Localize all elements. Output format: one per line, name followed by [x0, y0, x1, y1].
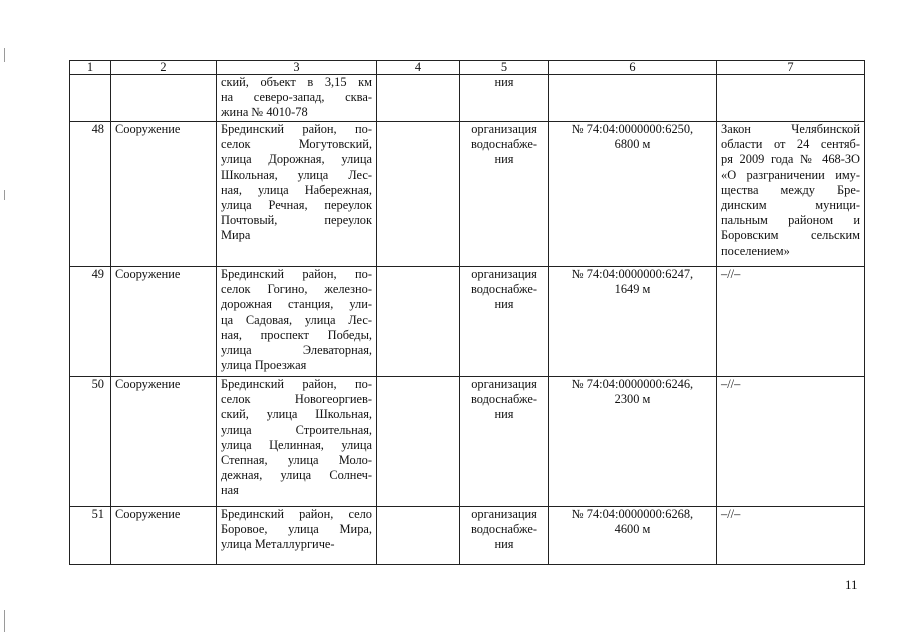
cell-line: поселением» — [721, 243, 790, 258]
cell-line: области от 24 сентяб- — [721, 137, 860, 152]
cell-line: селок Могутовский, — [221, 137, 372, 152]
cell-line: организация — [471, 267, 537, 281]
cell-line: водоснабже- — [470, 522, 538, 537]
purpose-cell — [460, 122, 549, 267]
cell-line: ский, объект в 3,15 км — [221, 75, 372, 89]
header-cell-1: 1 — [70, 61, 111, 75]
cell-line: селок Гогино, железно- — [221, 282, 372, 297]
type-cell: Сооружение — [111, 267, 217, 377]
type-cell — [111, 75, 217, 122]
purpose-cell — [460, 377, 549, 507]
cell-line: 1649 м — [614, 282, 651, 297]
cell-line: 2300 м — [614, 392, 651, 407]
col4-cell — [377, 122, 460, 267]
number-cell: 48 — [70, 122, 111, 267]
cell-line: № 74:04:0000000:6247, — [571, 267, 694, 281]
cell-line: Закон Челябинской — [721, 122, 860, 136]
type-cell: Сооружение — [111, 507, 217, 565]
cell-line: Брединский район, село — [221, 507, 372, 521]
number-cell: 51 — [70, 507, 111, 565]
table-row — [70, 122, 865, 267]
cell-line: Брединский район, по- — [221, 377, 372, 391]
cell-line: жина № 4010-78 — [221, 105, 308, 120]
cadastral-cell — [549, 75, 717, 122]
header-cell-2: 2 — [111, 61, 217, 75]
cell-line: –//– — [721, 507, 741, 521]
cell-line: улица Речная, переулок — [221, 198, 372, 213]
col4-cell — [377, 75, 460, 122]
address-cell — [217, 507, 377, 565]
cell-line: ная, проспект Победы, — [221, 327, 372, 342]
cell-line: Мира — [221, 228, 251, 243]
cell-line: улица Металлургиче- — [221, 537, 335, 552]
cell-line: улица Проезжая — [221, 358, 307, 373]
cell-line: на северо-запад, сква- — [221, 90, 372, 105]
scan-margin-mark — [4, 610, 5, 632]
cell-line: ца Садовая, улица Лес- — [221, 312, 372, 327]
header-cell-7: 7 — [717, 61, 865, 75]
cell-line: ния — [494, 537, 514, 552]
cell-line: улица Строительная, — [221, 422, 372, 437]
cell-line: 6800 м — [614, 137, 651, 152]
col4-cell — [377, 377, 460, 507]
cell-line: дежная, улица Солнеч- — [221, 468, 372, 483]
cell-line: организация — [471, 507, 537, 521]
cadastral-cell — [549, 377, 717, 507]
header-cell-4: 4 — [377, 61, 460, 75]
cell-line: ря 2009 года № 468-ЗО — [721, 152, 860, 167]
address-cell — [217, 122, 377, 267]
header-cell-5: 5 — [460, 61, 549, 75]
col4-cell — [377, 507, 460, 565]
purpose-cell — [460, 267, 549, 377]
header-cell-6: 6 — [549, 61, 717, 75]
cell-line: водоснабже- — [470, 392, 538, 407]
cell-line: динским муници- — [721, 198, 860, 213]
property-register-table — [69, 60, 865, 565]
table-row — [70, 507, 865, 565]
cell-line: ния — [494, 297, 514, 312]
purpose-cell — [460, 507, 549, 565]
cell-line: ский, улица Школьная, — [221, 407, 372, 422]
type-cell: Сооружение — [111, 122, 217, 267]
cell-line: щества между Бре- — [721, 182, 860, 197]
cell-line: водоснабже- — [470, 282, 538, 297]
col4-cell — [377, 267, 460, 377]
basis-cell — [717, 507, 865, 565]
cell-line: организация — [471, 122, 537, 136]
cell-line: 4600 м — [614, 522, 651, 537]
cell-line: Школьная, улица Лес- — [221, 167, 372, 182]
cell-line: Степная, улица Моло- — [221, 453, 372, 468]
cell-line: дорожная станция, ули- — [221, 297, 372, 312]
number-cell — [70, 75, 111, 122]
type-cell: Сооружение — [111, 377, 217, 507]
cell-line: улица Целинная, улица — [221, 437, 372, 452]
table-row-continuation — [70, 75, 865, 122]
scan-margin-mark — [4, 48, 5, 62]
address-cell — [217, 377, 377, 507]
cell-line: ния — [494, 407, 514, 422]
cell-line: Почтовый, переулок — [221, 213, 372, 228]
cell-line: Брединский район, по- — [221, 122, 372, 136]
scan-margin-mark — [4, 190, 5, 200]
cell-line: Боровским сельским — [721, 228, 860, 243]
table-header-row — [70, 61, 865, 75]
basis-cell — [717, 377, 865, 507]
basis-cell — [717, 267, 865, 377]
page-number: 11 — [845, 577, 858, 592]
address-cell — [217, 75, 377, 122]
cell-line: ная — [221, 483, 239, 498]
basis-cell — [717, 122, 865, 267]
cadastral-cell — [549, 122, 717, 267]
cell-line: № 74:04:0000000:6250, — [571, 122, 694, 136]
cadastral-cell — [549, 507, 717, 565]
cell-line: «О разграничении иму- — [721, 167, 860, 182]
cell-line: ная, улица Набережная, — [221, 182, 372, 197]
cell-line: улица Элеваторная, — [221, 343, 372, 358]
address-cell — [217, 267, 377, 377]
basis-cell — [717, 75, 865, 122]
header-cell-3: 3 — [217, 61, 377, 75]
cell-line: улица Дорожная, улица — [221, 152, 372, 167]
purpose-cell — [460, 75, 549, 122]
table-row — [70, 377, 865, 507]
cell-line: Брединский район, по- — [221, 267, 372, 281]
table-row — [70, 267, 865, 377]
cell-line: –//– — [721, 377, 741, 391]
table-body — [70, 61, 865, 565]
cell-line: № 74:04:0000000:6268, — [571, 507, 694, 521]
number-cell: 49 — [70, 267, 111, 377]
cell-line: Боровое, улица Мира, — [221, 522, 372, 537]
cell-line: –//– — [721, 267, 741, 281]
cell-line: селок Новогеоргиев- — [221, 392, 372, 407]
cell-line: ния — [494, 152, 514, 167]
cell-line: ния — [494, 75, 514, 89]
cell-line: водоснабже- — [470, 137, 538, 152]
cell-line: № 74:04:0000000:6246, — [571, 377, 694, 391]
cadastral-cell — [549, 267, 717, 377]
number-cell: 50 — [70, 377, 111, 507]
cell-line: организация — [471, 377, 537, 391]
cell-line: пальным районом и — [721, 213, 860, 228]
